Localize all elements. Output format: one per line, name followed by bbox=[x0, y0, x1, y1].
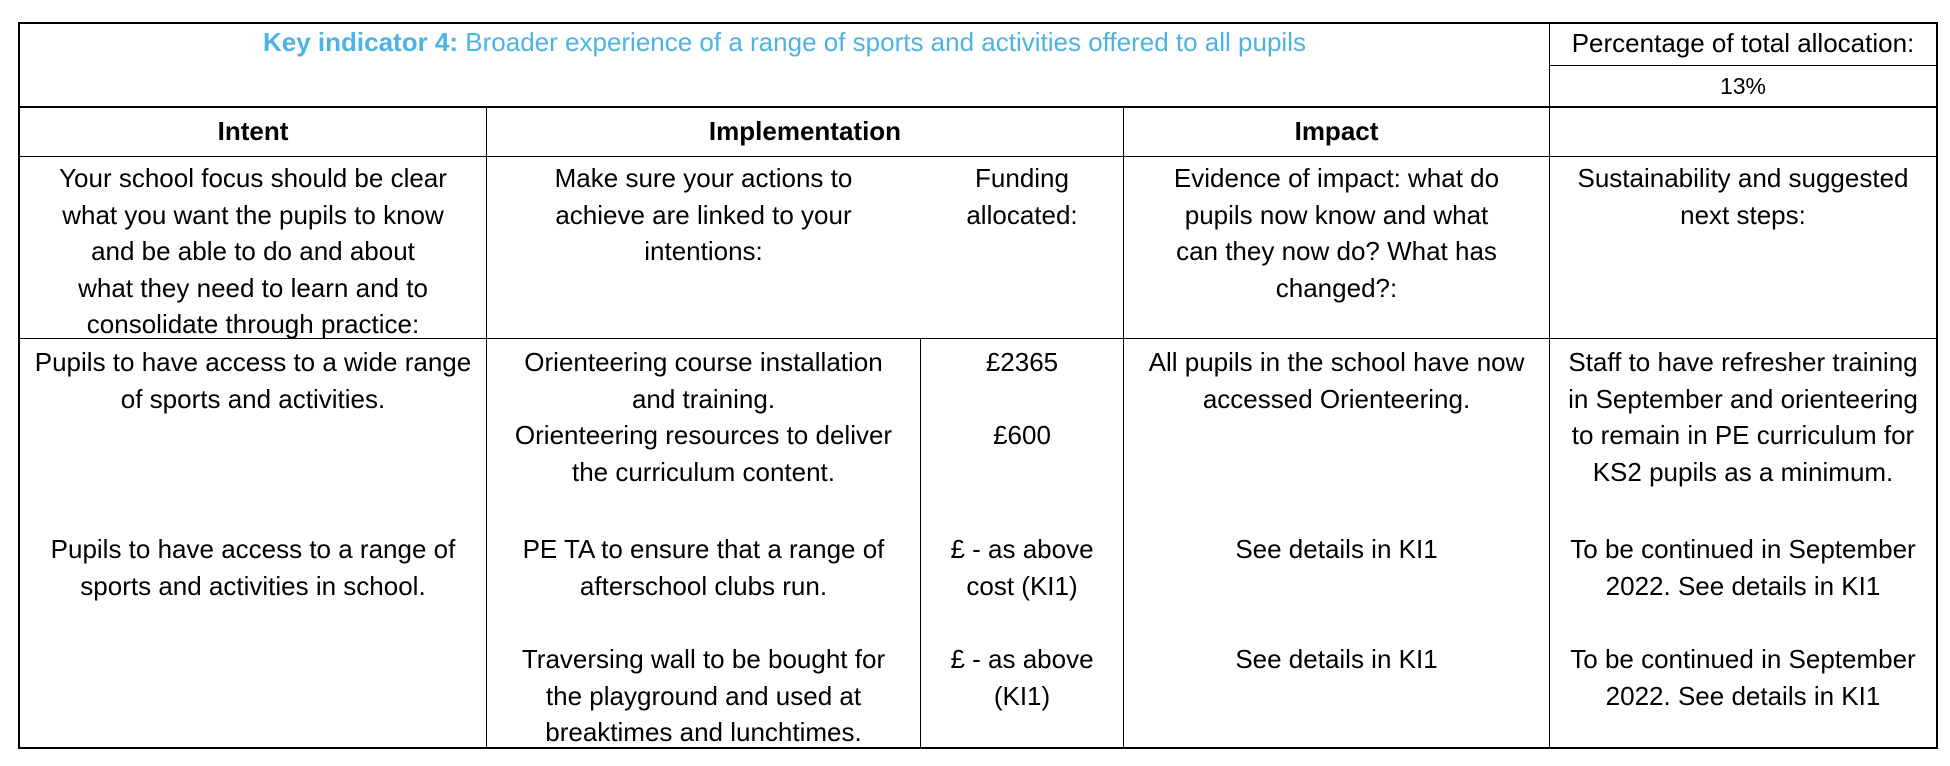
text-line: KS2 pupils as a minimum. bbox=[1592, 456, 1894, 487]
text-line: of sports and activities. bbox=[120, 383, 386, 414]
border-header-bottom bbox=[18, 156, 1938, 157]
text-line: Orienteering course installation bbox=[524, 347, 883, 377]
text-line: the curriculum content. bbox=[571, 456, 835, 487]
subheader-evidence bbox=[1124, 160, 1549, 306]
text-line: breaktimes and lunchtimes. bbox=[545, 717, 862, 747]
text-line: All pupils in the school have now bbox=[1148, 347, 1525, 377]
subheader-funding bbox=[921, 160, 1123, 233]
text-line: consolidate through practice: bbox=[86, 309, 420, 339]
text-line: 2022. See details in KI1 bbox=[1605, 680, 1881, 711]
text-line: Pupils to have access to a wide range bbox=[34, 347, 472, 377]
row1-funding bbox=[921, 344, 1123, 454]
text-line: the playground and used at bbox=[545, 680, 862, 711]
header-intent: Intent bbox=[217, 116, 289, 146]
text-line: £ - as above bbox=[950, 644, 1094, 674]
row2-next-steps bbox=[1550, 531, 1936, 604]
row2-actions bbox=[487, 531, 920, 604]
text-line: cost (KI1) bbox=[966, 570, 1078, 601]
row1-intent bbox=[20, 344, 486, 417]
text-line: £ - as above bbox=[950, 534, 1094, 564]
text-line: achieve are linked to your bbox=[555, 199, 852, 230]
text-line: £600 bbox=[993, 420, 1051, 450]
text-line: afterschool clubs run. bbox=[579, 570, 828, 601]
text-line: and be able to do and about bbox=[91, 236, 415, 266]
text-line: accessed Orienteering. bbox=[1202, 383, 1471, 414]
allocation-value: 13% bbox=[1719, 73, 1767, 99]
subheader-actions bbox=[487, 160, 920, 270]
key-indicator-label: Key indicator 4: bbox=[263, 27, 459, 57]
text-line: intentions: bbox=[644, 236, 763, 266]
text-line: next steps: bbox=[1680, 199, 1806, 230]
text-line: Make sure your actions to bbox=[554, 163, 853, 193]
text-line: changed?: bbox=[1275, 272, 1398, 303]
row3-actions bbox=[487, 641, 920, 751]
row1-impact bbox=[1124, 344, 1549, 417]
border-right bbox=[1936, 22, 1938, 749]
row3-impact bbox=[1124, 641, 1549, 678]
text-line: pupils now know and what bbox=[1184, 199, 1489, 230]
text-line: Orienteering resources to deliver bbox=[514, 420, 893, 450]
text-line: (KI1) bbox=[993, 680, 1051, 711]
row3-funding bbox=[921, 641, 1123, 714]
header-impact: Impact bbox=[1294, 116, 1379, 146]
text-line: To be continued in September bbox=[1570, 534, 1916, 564]
text-line: See details in KI1 bbox=[1235, 644, 1438, 674]
text-line: what they need to learn and to bbox=[78, 272, 428, 303]
key-indicator-table bbox=[18, 22, 1938, 748]
row1-next-steps bbox=[1550, 344, 1936, 490]
subheader-intent bbox=[20, 160, 486, 343]
text-line: can they now do? What has bbox=[1176, 236, 1497, 266]
text-line: £2365 bbox=[985, 347, 1059, 377]
row2-funding bbox=[921, 531, 1123, 604]
text-line: PE TA to ensure that a range of bbox=[522, 534, 885, 564]
text-line: Evidence of impact: what do bbox=[1173, 163, 1500, 193]
text-line: sports and activities in school. bbox=[80, 570, 426, 601]
header-implementation: Implementation bbox=[708, 116, 902, 146]
row3-next-steps bbox=[1550, 641, 1936, 714]
text-line: in September and orienteering bbox=[1568, 383, 1918, 414]
text-line bbox=[921, 381, 1123, 418]
text-line: Your school focus should be clear bbox=[59, 163, 447, 193]
text-line: allocated: bbox=[966, 199, 1078, 230]
text-line: See details in KI1 bbox=[1235, 534, 1438, 564]
allocation-label: Percentage of total allocation: bbox=[1571, 28, 1915, 58]
row1-actions bbox=[487, 344, 920, 490]
text-line: Sustainability and suggested bbox=[1577, 163, 1909, 193]
subheader-sustainability bbox=[1550, 160, 1936, 233]
border-bottom bbox=[18, 747, 1938, 749]
row2-intent bbox=[20, 531, 486, 604]
text-line: Staff to have refresher training bbox=[1568, 347, 1918, 377]
text-line: 2022. See details in KI1 bbox=[1605, 570, 1881, 601]
text-line: to remain in PE curriculum for bbox=[1571, 420, 1915, 450]
text-line: and training. bbox=[631, 383, 776, 414]
key-indicator-title bbox=[20, 24, 1549, 60]
text-line: Traversing wall to be bought for bbox=[521, 644, 886, 674]
text-line: Pupils to have access to a range of bbox=[50, 534, 456, 564]
text-line: what you want the pupils to know bbox=[62, 199, 444, 230]
text-line: Funding bbox=[975, 163, 1069, 193]
row2-impact bbox=[1124, 531, 1549, 568]
key-indicator-text: Broader experience of a range of sports and activities offered to all pupils bbox=[465, 27, 1306, 57]
text-line: To be continued in September bbox=[1570, 644, 1916, 674]
